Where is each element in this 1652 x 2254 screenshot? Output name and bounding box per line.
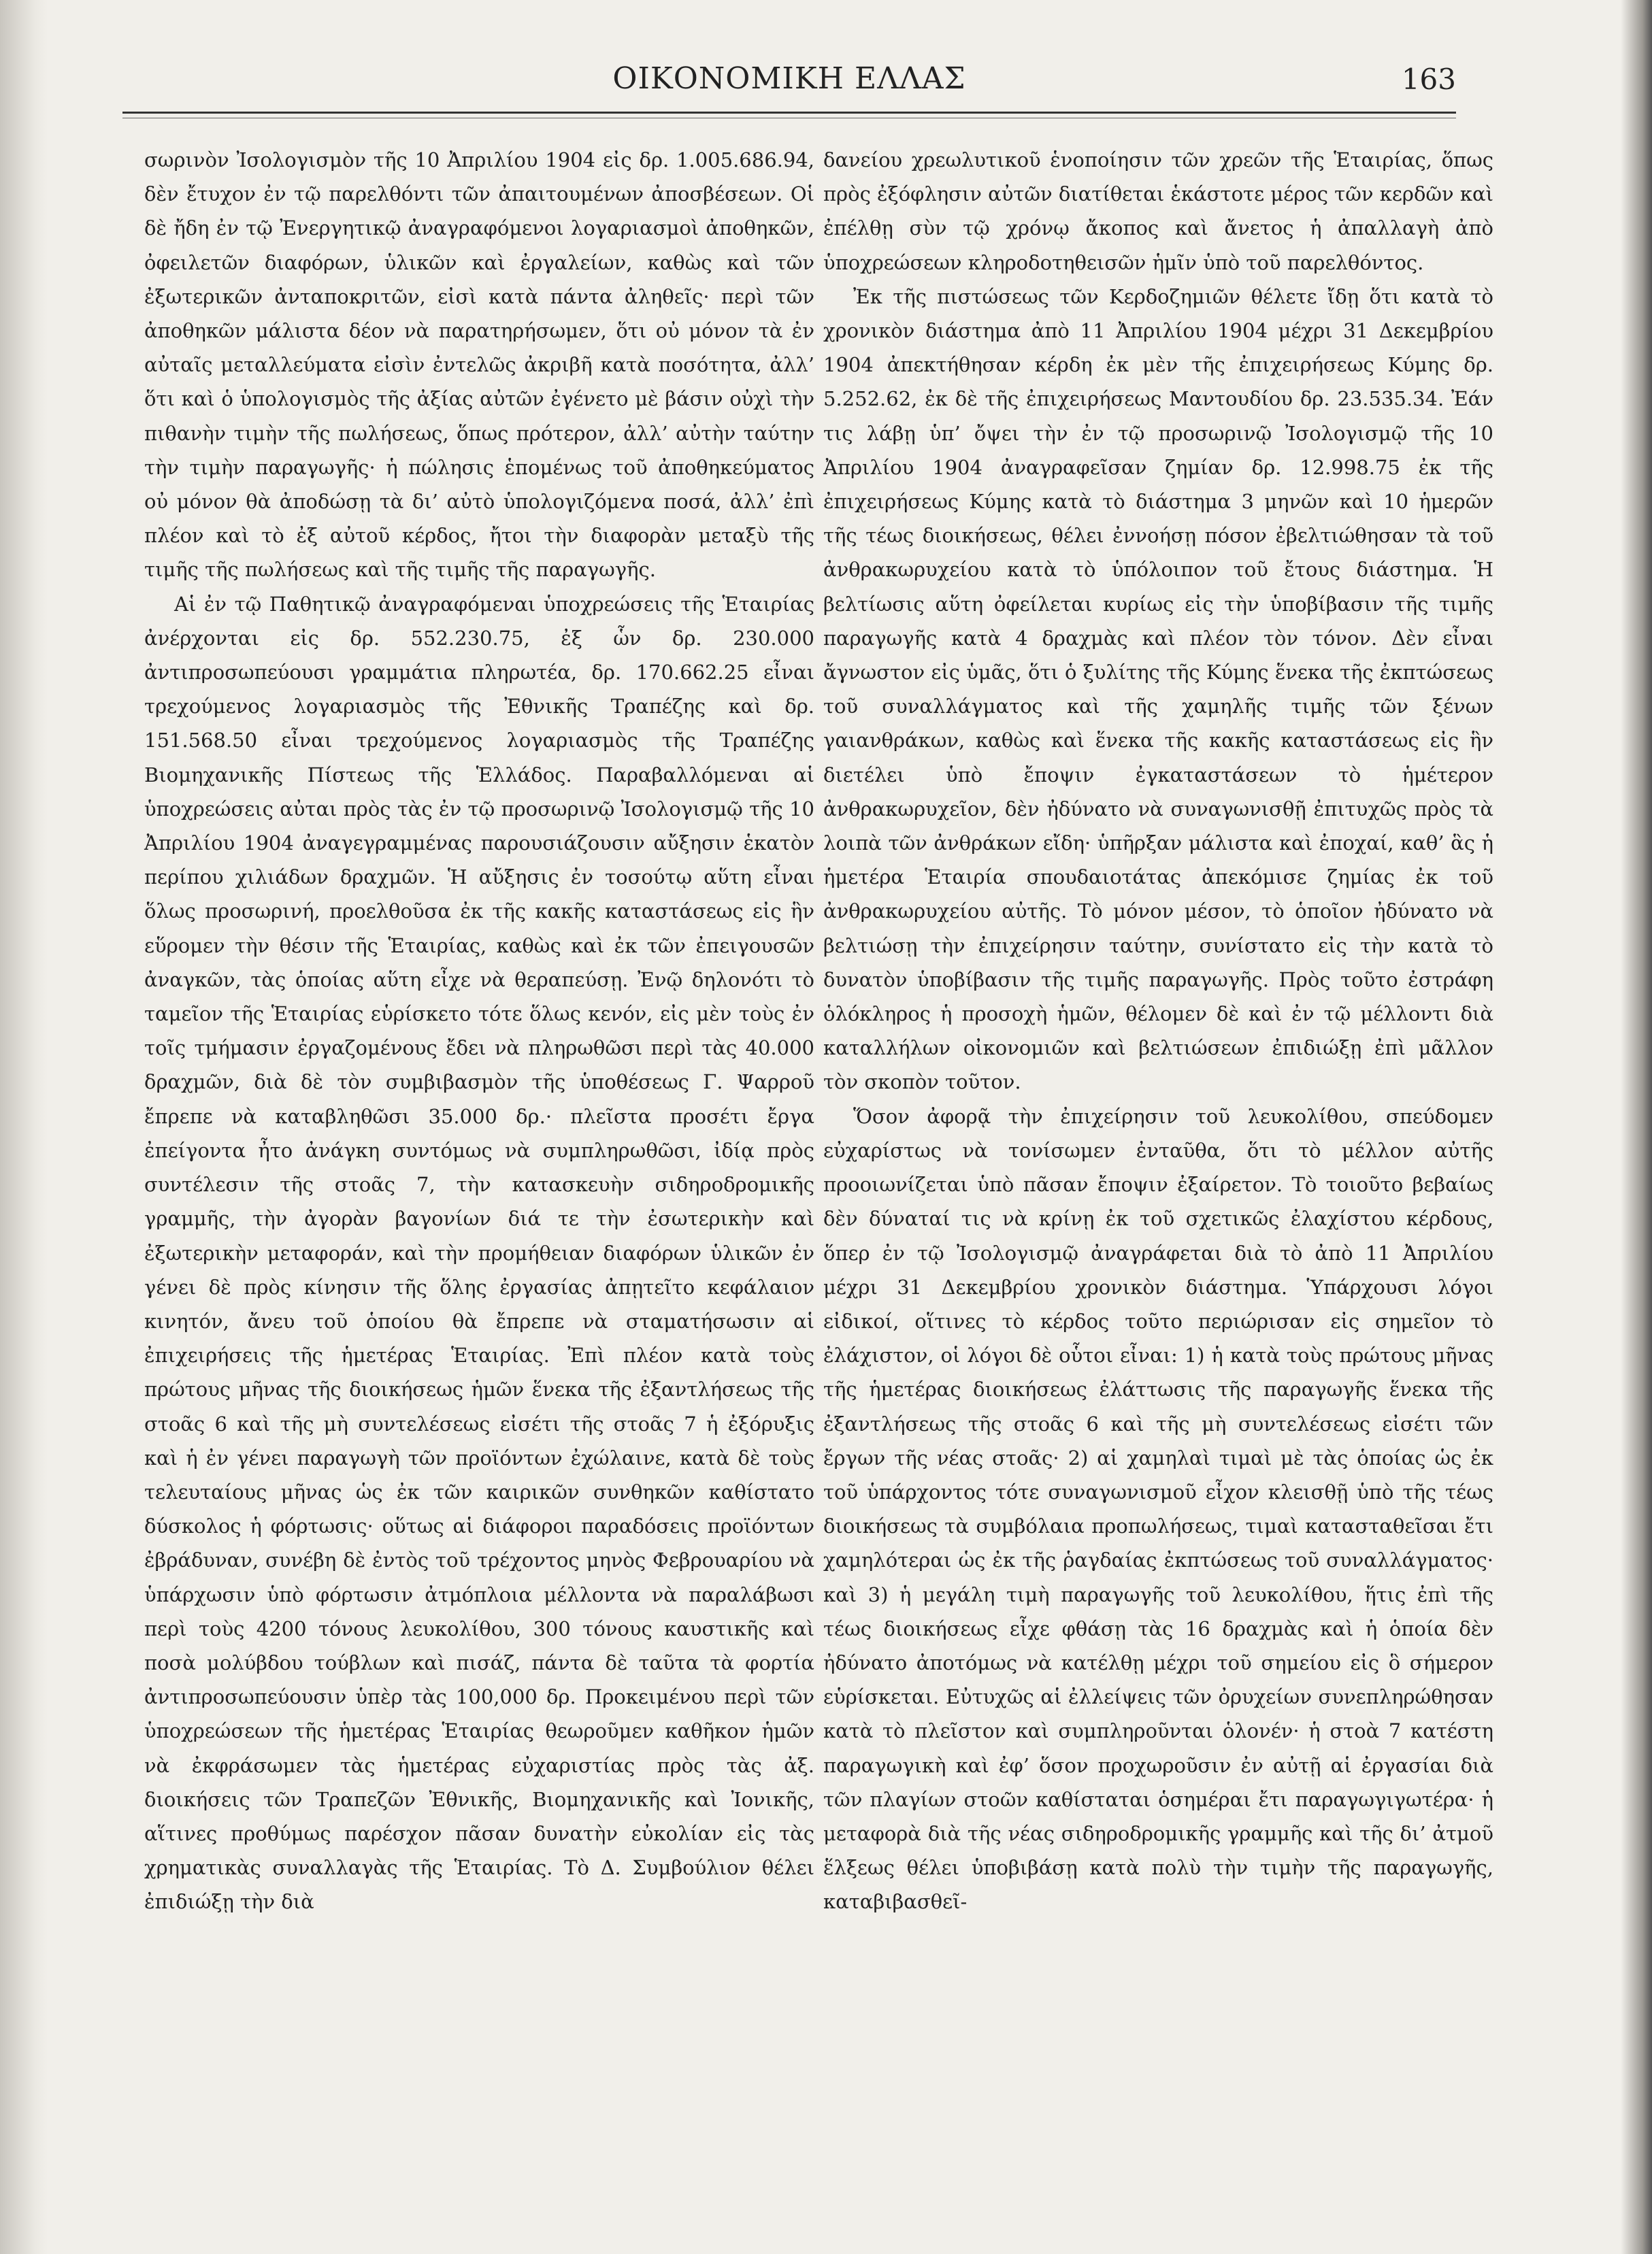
scan-gutter-shadow	[0, 0, 48, 2254]
right-column	[823, 143, 1493, 1919]
header-rule	[122, 112, 1456, 114]
paragraph: δανείου χρεωλυτικοῦ ἑνοποίησιν τῶν χρεῶν τῆς Ἑταιρίας, ὅπως πρὸς ἐξόφλησιν αὐτῶν διατίθεται ἑκάστοτε μέρος τῶν κερδῶν καὶ ἐπέλθῃ σὺν τῷ χρόνῳ ἄκοπος καὶ ἄνετος ἡ ἀπαλλαγὴ ἀπὸ ὑποχρεώσεων κληροδοτηθεισῶν ἡμῖν ὑπὸ τοῦ παρελθόντος.	[823, 148, 1493, 274]
scan-edge-shadow	[1621, 0, 1652, 2254]
page-number: 163	[1401, 63, 1456, 96]
paragraph: σωρινὸν Ἰσολογισμὸν τῆς 10 Ἀπριλίου 1904 εἰς δρ. 1.005.686.94, δὲν ἔτυχον ἐν τῷ παρελθόντι τῶν ἀπαιτουμένων ἀποσβέσεων. Οἱ δὲ ἤδη ἐν τῷ Ἐνεργητικῷ ἀναγραφόμενοι λογαριασμοὶ ἀποθηκῶν, ὀφειλετῶν διαφόρων, ὑλικῶν καὶ ἐργαλείων, καθὼς καὶ τῶν ἐξωτερικῶν ἀνταποκριτῶν, εἰσὶ κατὰ πάντα ἀληθεῖς· περὶ τῶν ἀποθηκῶν μάλιστα δέον νὰ παρατηρήσωμεν, ὅτι οὐ μόνον τὰ ἐν αὐταῖς μεταλλεύματα εἰσὶν ἐντελῶς ἀκριβῆ κατὰ ποσότητα, ἀλλ’ ὅτι καὶ ὁ ὑπολογισμὸς τῆς ἀξίας αὐτῶν ἐγένετο μὲ βάσιν οὐχὶ τὴν πιθανὴν τιμὴν τῆς πωλήσεως, ὅπως πρότερον, ἀλλ’ αὐτὴν ταύτην τὴν τιμὴν παραγωγῆς· ἡ πώλησις ἑπομένως τοῦ ἀποθηκεύματος οὐ μόνον θὰ ἀποδώσῃ τὰ δι’ αὐτὸ ὑπολογιζόμενα ποσά, ἀλλ’ ἐπὶ πλέον καὶ τὸ ἐξ αὐτοῦ κέρδος, ἤτοι τὴν διαφορὰν μεταξὺ τῆς τιμῆς τῆς πωλήσεως καὶ τῆς τιμῆς τῆς παραγωγῆς.	[144, 148, 814, 582]
paragraph: Αἱ ἐν τῷ Παθητικῷ ἀναγραφόμεναι ὑποχρεώσεις τῆς Ἑταιρίας ἀνέρχονται εἰς δρ. 552.230.75, ἐξ ὧν δρ. 230.000 ἀντιπροσωπεύουσι γραμμάτια πληρωτέα, δρ. 170.662.25 εἶναι τρεχούμενος λογαριασμὸς τῆς Ἐθνικῆς Τραπέζης καὶ δρ. 151.568.50 εἶναι τρεχούμενος λογαριασμὸς τῆς Τραπέζης Βιομηχανικῆς Πίστεως τῆς Ἑλλάδος. Παραβαλλόμεναι αἱ ὑποχρεώσεις αὐται πρὸς τὰς ἐν τῷ προσωρινῷ Ἰσολογισμῷ τῆς 10 Ἀπριλίου 1904 ἀναγεγραμμένας παρουσιάζουσιν αὔξησιν ἑκατὸν περίπου χιλιάδων δραχμῶν. Ἡ αὔξησις ἐν τοσούτῳ αὕτη εἶναι ὅλως προσωρινή, προελθοῦσα ἐκ τῆς κακῆς καταστάσεως εἰς ἣν εὕρομεν τὴν θέσιν τῆς Ἑταιρίας, καθὼς καὶ ἐκ τῶν ἐπειγουσῶν ἀναγκῶν, τὰς ὁποίας αὕτη εἶχε νὰ θεραπεύσῃ. Ἐνῷ δηλονότι τὸ ταμεῖον τῆς Ἑταιρίας εὑρίσκετο τότε ὅλως κενόν, εἰς μὲν τοὺς ἐν τοῖς τμήμασιν ἐργαζομένους ἔδει νὰ πληρωθῶσι περὶ τὰς 40.000 δραχμῶν, διὰ δὲ τὸν συμβιβασμὸν τῆς ὑποθέσεως Γ. Ψαρροῦ ἔπρεπε νὰ καταβληθῶσι 35.000 δρ.· πλεῖστα προσέτι ἔργα ἐπείγοντα ἦτο ἀνάγκη συντόμως νὰ συμπληρωθῶσι, ἰδίᾳ πρὸς συντέλεσιν τῆς στοᾶς 7, τὴν κατασκευὴν σιδηροδρομικῆς γραμμῆς, τὴν ἀγορὰν βαγονίων διά τε τὴν ἐσωτερικὴν καὶ ἐξωτερικὴν μεταφοράν, καὶ τὴν προμήθειαν διαφόρων ὑλικῶν ἐν γένει δὲ πρὸς κίνησιν τῆς ὅλης ἐργασίας ἀπῃτεῖτο κεφάλαιον κινητόν, ἄνευ τοῦ ὁποίου θὰ ἔπρεπε νὰ σταματήσωσιν αἱ ἐπιχειρήσεις τῆς ἡμετέρας Ἑταιρίας. Ἐπὶ πλέον κατὰ τοὺς πρώτους μῆνας τῆς διοικήσεως ἡμῶν ἕνεκα τῆς ἐξαντλήσεως τῆς στοᾶς 6 καὶ τῆς μὴ συντελέσεως εἰσέτι τῆς στοᾶς 7 ἡ ἐξόρυξις καὶ ἡ ἐν γένει παραγωγὴ τῶν προϊόντων ἐχώλαινε, κατὰ δὲ τοὺς τελευταίους μῆνας ὡς ἐκ τῶν καιρικῶν συνθηκῶν καθίστατο δύσκολος ἡ φόρτωσις· οὕτως αἱ διάφοροι παραδόσεις προϊόντων ἐβράδυναν, συνέβη δὲ ἐντὸς τοῦ τρέχοντος μηνὸς Φεβρουαρίου νὰ ὑπάρχωσιν ὑπὸ φόρτωσιν ἀτμόπλοια μέλλοντα νὰ παραλάβωσι περὶ τοὺς 4200 τόνους λευκολίθου, 300 τόνους καυστικῆς καὶ ποσὰ μολύβδου τούβλων καὶ πισάζ, πάντα δὲ ταῦτα τὰ φορτία ἀντιπροσωπεύουσιν ὑπὲρ τὰς 100,000 δρ. Προκειμένου περὶ τῶν ὑποχρεώσεων τῆς ἡμετέρας Ἑταιρίας θεωροῦμεν καθῆκον ἡμῶν νὰ ἐκφράσωμεν τὰς ἡμετέρας εὐχαριστίας πρὸς τὰς ἀξ. διοικήσεις τῶν Τραπεζῶν Ἐθνικῆς, Βιομηχανικῆς καὶ Ἰονικῆς, αἵτινες προθύμως παρέσχον πᾶσαν δυνατὴν εὐκολίαν εἰς τὰς χρηματικὰς συναλλαγὰς τῆς Ἑταιρίας. Τὸ Δ. Συμβούλιον θέλει ἐπιδιώξῃ τὴν διὰ	[144, 592, 814, 1914]
left-column	[144, 143, 814, 1919]
running-header	[122, 57, 1456, 105]
paragraph: Ἐκ τῆς πιστώσεως τῶν Κερδοζημιῶν θέλετε ἴδῃ ὅτι κατὰ τὸ χρονικὸν διάστημα ἀπὸ 11 Ἀπριλίου 1904 μέχρι 31 Δεκεμβρίου 1904 ἀπεκτήθησαν κέρδη ἐκ μὲν τῆς ἐπιχειρήσεως Κύμης δρ. 5.252.62, ἐκ δὲ τῆς ἐπιχειρήσεως Μαντουδίου δρ. 23.535.34. Ἐάν τις λάβῃ ὑπ’ ὄψει τὴν ἐν τῷ προσωρινῷ Ἰσολογισμῷ τῆς 10 Ἀπριλίου 1904 ἀναγραφεῖσαν ζημίαν δρ. 12.998.75 ἐκ τῆς ἐπιχειρήσεως Κύμης κατὰ τὸ διάστημα 3 μηνῶν καὶ 10 ἡμερῶν τῆς τέως διοικήσεως, θέλει ἐννοήσῃ πόσον ἐβελτιώθησαν τὰ τοῦ ἀνθρακωρυχείου κατὰ τὸ ὑπόλοιπον τοῦ ἔτους διάστημα. Ἡ βελτίωσις αὕτη ὀφείλεται κυρίως εἰς τὴν ὑποβίβασιν τῆς τιμῆς παραγωγῆς κατὰ 4 δραχμὰς καὶ πλέον τὸν τόνον. Δὲν εἶναι ἄγνωστον εἰς ὑμᾶς, ὅτι ὁ ξυλίτης τῆς Κύμης ἕνεκα τῆς ἐκπτώσεως τοῦ συναλλάγματος καὶ τῆς χαμηλῆς τιμῆς τῶν ξένων γαιανθράκων, καθὼς καὶ ἕνεκα τῆς κακῆς καταστάσεως εἰς ἣν διετέλει ὑπὸ ἔποψιν ἐγκαταστάσεων τὸ ἡμέτερον ἀνθρακωρυχεῖον, δὲν ἠδύνατο νὰ συναγωνισθῇ ἐπιτυχῶς πρὸς τὰ λοιπὰ τῶν ἀνθράκων εἴδη· ὑπῆρξαν μάλιστα καὶ ἐποχαί, καθ’ ἃς ἡ ἡμετέρα Ἑταιρία σπουδαιοτάτας ἀπεκόμισε ζημίας ἐκ τοῦ ἀνθρακωρυχείου αὐτῆς. Τὸ μόνον μέσον, τὸ ὁποῖον ἠδύνατο νὰ βελτιώσῃ τὴν ἐπιχείρησιν ταύτην, συνίστατο εἰς τὴν κατὰ τὸ δυνατὸν ὑποβίβασιν τῆς τιμῆς παραγωγῆς. Πρὸς τοῦτο ἐστράφη ὁλόκληρος ἡ προσοχὴ ἡμῶν, θέλομεν δὲ καὶ ἐν τῷ μέλλοντι διὰ καταλλήλων οἰκονομιῶν καὶ βελτιώσεων ἐπιδιώξῃ ἐπὶ μᾶλλον τὸν σκοπὸν τοῦτον.	[823, 284, 1493, 1094]
journal-title: ΟΙΚΟΝΟΜΙΚΗ ΕΛΛΑΣ	[612, 61, 966, 96]
paragraph: Ὅσον ἀφορᾷ τὴν ἐπιχείρησιν τοῦ λευκολίθου, σπεύδομεν εὐχαρίστως νὰ τονίσωμεν ἐνταῦθα, ὅτι τὸ μέλλον αὐτῆς προοιωνίζεται ὑπὸ πᾶσαν ἔποψιν ἐξαίρετον. Τὸ τοιοῦτο βεβαίως δὲν δύναταί τις νὰ κρίνῃ ἐκ τοῦ σχετικῶς ἐλαχίστου κέρδους, ὅπερ ἐν τῷ Ἰσολογισμῷ ἀναγράφεται διὰ τὸ ἀπὸ 11 Ἀπριλίου μέχρι 31 Δεκεμβρίου χρονικὸν διάστημα. Ὑπάρχουσι λόγοι εἰδικοί, οἵτινες τὸ κέρδος τοῦτο περιώρισαν εἰς σημεῖον τὸ ἐλάχιστον, οἱ λόγοι δὲ οὗτοι εἶναι: 1) ἡ κατὰ τοὺς πρώτους μῆνας τῆς ἡμετέρας διοικήσεως ἐλάττωσις τῆς παραγωγῆς ἕνεκα τῆς ἐξαντλήσεως τῆς στοᾶς 6 καὶ τῆς μὴ συντελέσεως εἰσέτι τῶν ἔργων τῆς νέας στοᾶς· 2) αἱ χαμηλαὶ τιμαὶ μὲ τὰς ὁποίας ὡς ἐκ τοῦ ὑπάρχοντος τότε συναγωνισμοῦ εἶχον κλεισθῇ ὑπὸ τῆς τέως διοικήσεως τὰ συμβόλαια προπωλήσεως, τιμαὶ κατασταθεῖσαι ἔτι χαμηλότεραι ὡς ἐκ τῆς ῥαγδαίας ἐκπτώσεως τοῦ συναλλάγματος· καὶ 3) ἡ μεγάλη τιμὴ παραγωγῆς τοῦ λευκολίθου, ἥτις ἐπὶ τῆς τέως διοικήσεως εἶχε φθάσῃ τὰς 16 δραχμὰς καὶ ἡ ὁποία δὲν ἠδύνατο ἀποτόμως νὰ κατέλθῃ μέχρι τοῦ σημείου εἰς ὃ σήμερον εὑρίσκεται. Εὐτυχῶς αἱ ἐλλείψεις τῶν ὀρυχείων συνεπληρώθησαν κατὰ τὸ πλεῖστον καὶ συμπληροῦνται ὁλονέν· ἡ στοὰ 7 κατέστη παραγωγικὴ καὶ ἐφ’ ὅσον προχωροῦσιν ἐν αὐτῇ αἱ ἐργασίαι διὰ τῶν πλαγίων στοῶν καθίσταται ὁσημέραι ἔτι παραγωγιγωτέρα· ἡ μεταφορὰ διὰ τῆς νέας σιδηροδρομικῆς γραμμῆς καὶ τῆς δι’ ἀτμοῦ ἕλξεως θέλει ὑποβιβάσῃ κατὰ πολὺ τὴν τιμὴν τῆς παραγωγῆς, καταβιβασθεῖ-	[823, 1104, 1493, 1914]
